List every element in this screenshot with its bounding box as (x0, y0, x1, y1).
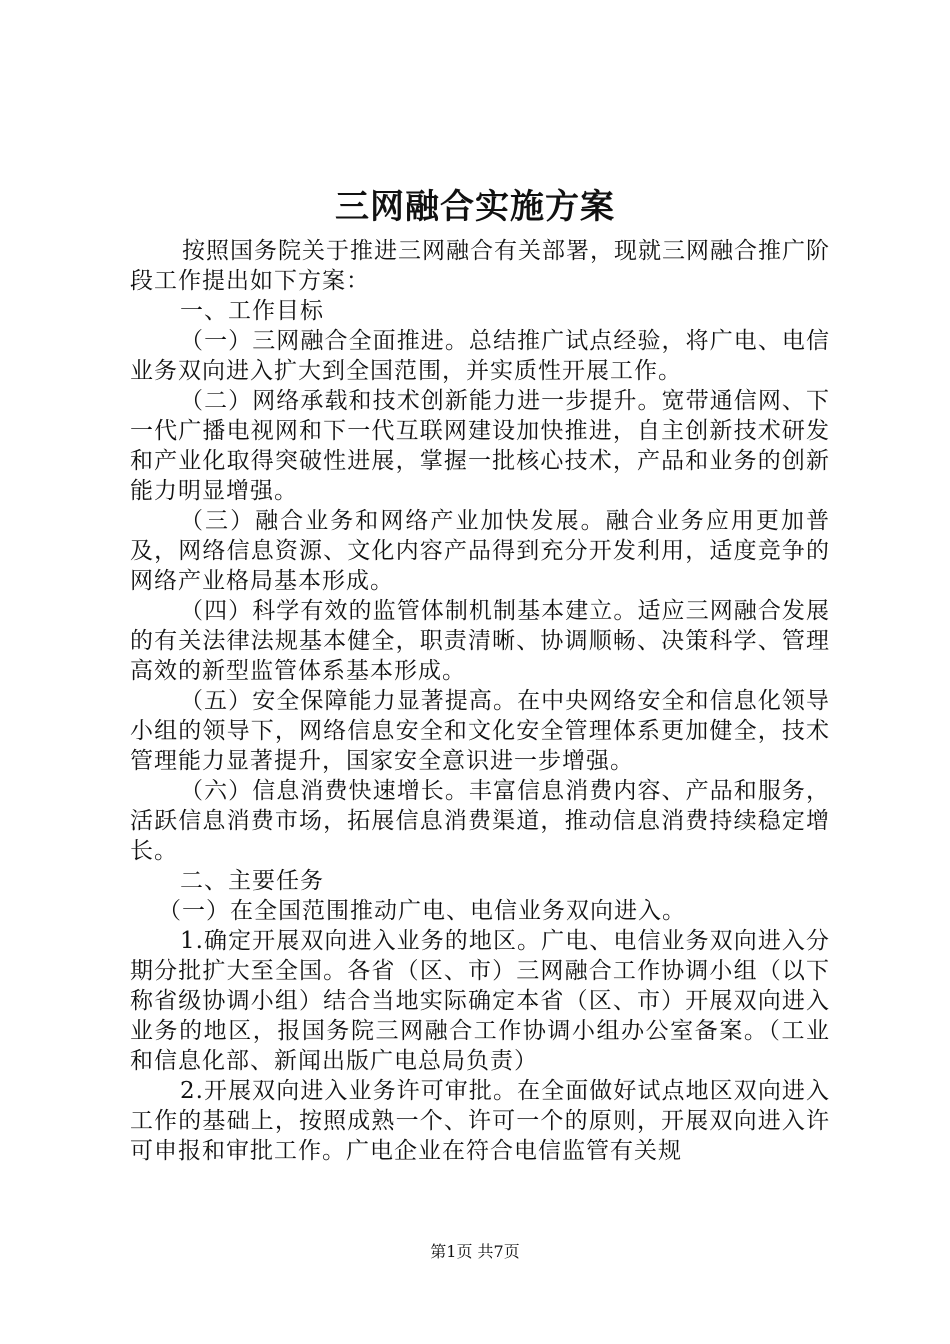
document-title: 三网融合实施方案 (335, 187, 615, 227)
page-footer: 第1页 共7页 (430, 1242, 520, 1261)
section-heading-tasks: 二、主要任务 (180, 868, 324, 894)
paragraph-task-1-2: 2.开展双向进入业务许可审批。在全面做好试点地区双向进入工作的基础上，按照成熟一个、许可一个的原则，开展双向进入许可申报和审批工作。广电企业在符合电信监管有关规 (130, 1078, 830, 1164)
paragraph-task-1: （一）在全国范围推动广电、电信业务双向进入。 (158, 898, 686, 924)
paragraph-goal-4: （四）科学有效的监管体制机制基本建立。适应三网融合发展的有关法律法规基本健全，职责清晰、协调顺畅、决策科学、管理高效的新型监管体系基本形成。 (130, 598, 830, 684)
paragraph-goal-1: （一）三网融合全面推进。总结推广试点经验，将广电、电信业务双向进入扩大到全国范围，并实质性开展工作。 (130, 328, 830, 384)
paragraph-goal-5: （五）安全保障能力显著提高。在中央网络安全和信息化领导小组的领导下，网络信息安全和文化安全管理体系更加健全，技术管理能力显著提升，国家安全意识进一步增强。 (130, 688, 830, 774)
paragraph-goal-6: （六）信息消费快速增长。丰富信息消费内容、产品和服务，活跃信息消费市场，拓展信息消费渠道，推动信息消费持续稳定增长。 (130, 778, 830, 864)
paragraph-goal-2: （二）网络承载和技术创新能力进一步提升。宽带通信网、下一代广播电视网和下一代互联网建设加快推进，自主创新技术研发和产业化取得突破性进展，掌握一批核心技术，产品和业务的创新能力明显增强。 (130, 388, 830, 504)
paragraph-task-1-1: 1.确定开展双向进入业务的地区。广电、电信业务双向进入分期分批扩大至全国。各省（区、市）三网融合工作协调小组（以下称省级协调小组）结合当地实际确定本省（区、市）开展双向进入业务的地区，报国务院三网融合工作协调小组办公室备案。（工业和信息化部、新闻出版广电总局负责） (130, 928, 830, 1074)
section-heading-goals: 一、工作目标 (180, 298, 324, 324)
paragraph-goal-3: （三）融合业务和网络产业加快发展。融合业务应用更加普及，网络信息资源、文化内容产品得到充分开发利用，适度竞争的网络产业格局基本形成。 (130, 508, 830, 594)
paragraph-intro: 按照国务院关于推进三网融合有关部署，现就三网融合推广阶段工作提出如下方案： (130, 238, 830, 294)
document-body (130, 236, 830, 1166)
